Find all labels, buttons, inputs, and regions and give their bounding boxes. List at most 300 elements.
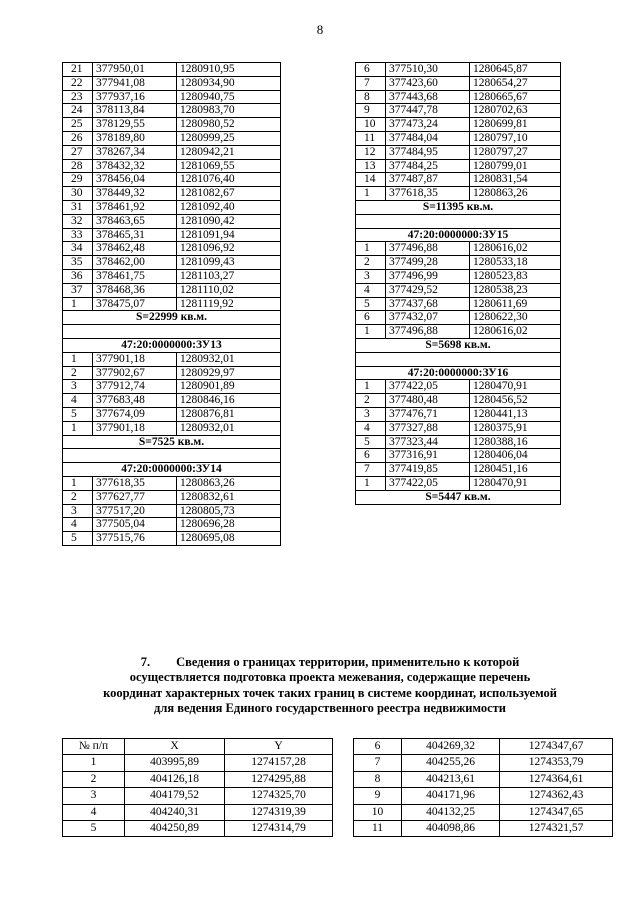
point-number: 2 xyxy=(63,771,125,787)
table-row xyxy=(63,297,281,311)
boundary-table-left xyxy=(62,738,333,837)
table-row xyxy=(63,242,281,256)
table-row xyxy=(63,200,281,214)
table-row xyxy=(354,804,613,820)
y-coordinate: 1280665,67 xyxy=(470,90,561,104)
point-number: 22 xyxy=(63,76,93,90)
boundary-table-right xyxy=(353,738,613,837)
x-coordinate: 377627,77 xyxy=(93,490,177,504)
table-row xyxy=(63,394,281,408)
y-coordinate: 1280451,16 xyxy=(470,463,561,477)
area-value: S=7525 кв.м. xyxy=(63,435,281,449)
x-coordinate: 377422,05 xyxy=(386,476,470,490)
table-row xyxy=(63,380,281,394)
x-coordinate: 377480,48 xyxy=(386,394,470,408)
table-row xyxy=(63,173,281,187)
table-row xyxy=(63,771,333,787)
point-number: 1 xyxy=(356,325,386,339)
x-coordinate: 377950,01 xyxy=(93,63,177,77)
x-coordinate: 404179,52 xyxy=(125,788,225,804)
y-coordinate: 1280470,91 xyxy=(470,380,561,394)
point-number: 10 xyxy=(354,804,402,820)
x-coordinate: 377683,48 xyxy=(93,394,177,408)
x-coordinate: 404098,86 xyxy=(402,821,500,837)
y-coordinate: 1281096,92 xyxy=(177,242,281,256)
y-coordinate: 1280910,95 xyxy=(177,63,281,77)
point-number: 33 xyxy=(63,228,93,242)
y-coordinate: 1280388,16 xyxy=(470,435,561,449)
table-row xyxy=(63,532,281,546)
blank-cell xyxy=(63,325,281,339)
header-y: Y xyxy=(225,739,333,755)
area-row xyxy=(356,338,561,352)
table-row xyxy=(356,118,561,132)
point-number: 1 xyxy=(63,755,125,771)
x-coordinate: 377429,52 xyxy=(386,283,470,297)
table-row xyxy=(63,90,281,104)
point-number: 9 xyxy=(356,104,386,118)
x-coordinate: 404126,18 xyxy=(125,771,225,787)
table-row xyxy=(356,256,561,270)
y-coordinate: 1281103,27 xyxy=(177,269,281,283)
parcel-cadastral-number: 47:20:0000000:ЗУ16 xyxy=(356,366,561,380)
point-number: 26 xyxy=(63,131,93,145)
table-row xyxy=(63,159,281,173)
coordinates-table-right xyxy=(355,62,561,505)
y-coordinate: 1274347,67 xyxy=(500,739,613,755)
y-coordinate: 1280533,18 xyxy=(470,256,561,270)
point-number: 6 xyxy=(356,63,386,77)
table-row xyxy=(356,63,561,77)
y-coordinate: 1280983,70 xyxy=(177,104,281,118)
table-row xyxy=(63,788,333,804)
y-coordinate: 1274362,43 xyxy=(500,788,613,804)
blank-row xyxy=(356,214,561,228)
table-row xyxy=(354,788,613,804)
x-coordinate: 377674,09 xyxy=(93,407,177,421)
point-number: 24 xyxy=(63,104,93,118)
table-row xyxy=(63,352,281,366)
point-number: 5 xyxy=(63,821,125,837)
point-number: 2 xyxy=(63,490,93,504)
y-coordinate: 1280611,69 xyxy=(470,297,561,311)
x-coordinate: 378461,75 xyxy=(93,269,177,283)
x-coordinate: 377510,30 xyxy=(386,63,470,77)
parcel-header-row xyxy=(63,338,281,352)
x-coordinate: 377432,07 xyxy=(386,311,470,325)
table-row xyxy=(356,90,561,104)
y-coordinate: 1281110,02 xyxy=(177,283,281,297)
table-row xyxy=(356,407,561,421)
table-row xyxy=(63,476,281,490)
y-coordinate: 1280863,26 xyxy=(177,476,281,490)
point-number: 1 xyxy=(63,421,93,435)
table-row xyxy=(356,131,561,145)
x-coordinate: 404213,61 xyxy=(402,771,500,787)
table-row xyxy=(63,228,281,242)
point-number: 5 xyxy=(63,407,93,421)
area-row xyxy=(63,311,281,325)
y-coordinate: 1280406,04 xyxy=(470,449,561,463)
x-coordinate: 377323,44 xyxy=(386,435,470,449)
y-coordinate: 1280797,10 xyxy=(470,131,561,145)
point-number: 3 xyxy=(63,380,93,394)
x-coordinate: 377447,78 xyxy=(386,104,470,118)
table-row xyxy=(356,297,561,311)
table-row xyxy=(63,256,281,270)
point-number: 4 xyxy=(356,421,386,435)
parcel-cadastral-number: 47:20:0000000:ЗУ13 xyxy=(63,338,281,352)
x-coordinate: 378267,34 xyxy=(93,145,177,159)
point-number: 27 xyxy=(63,145,93,159)
y-coordinate: 1280645,87 xyxy=(470,63,561,77)
y-coordinate: 1280797,27 xyxy=(470,145,561,159)
table-row xyxy=(63,118,281,132)
table-row xyxy=(356,311,561,325)
y-coordinate: 1280702,63 xyxy=(470,104,561,118)
y-coordinate: 1274295,88 xyxy=(225,771,333,787)
y-coordinate: 1280940,75 xyxy=(177,90,281,104)
point-number: 8 xyxy=(356,90,386,104)
x-coordinate: 404250,89 xyxy=(125,821,225,837)
table-row xyxy=(356,435,561,449)
table-row xyxy=(63,821,333,837)
x-coordinate: 377496,99 xyxy=(386,269,470,283)
y-coordinate: 1280699,81 xyxy=(470,118,561,132)
coordinates-table-left xyxy=(62,62,281,546)
section-number: 7. xyxy=(140,655,151,669)
table-row xyxy=(356,449,561,463)
y-coordinate: 1274325,70 xyxy=(225,788,333,804)
y-coordinate: 1274314,79 xyxy=(225,821,333,837)
point-number: 36 xyxy=(63,269,93,283)
point-number: 10 xyxy=(356,118,386,132)
table-row xyxy=(63,421,281,435)
x-coordinate: 377496,88 xyxy=(386,325,470,339)
table-row xyxy=(356,325,561,339)
point-number: 14 xyxy=(356,173,386,187)
x-coordinate: 378456,04 xyxy=(93,173,177,187)
table-row xyxy=(356,76,561,90)
y-coordinate: 1280980,52 xyxy=(177,118,281,132)
point-number: 8 xyxy=(354,771,402,787)
point-number: 12 xyxy=(356,145,386,159)
point-number: 5 xyxy=(356,297,386,311)
parcel-cadastral-number: 47:20:0000000:ЗУ15 xyxy=(356,228,561,242)
x-coordinate: 377618,35 xyxy=(386,187,470,201)
x-coordinate: 378449,32 xyxy=(93,187,177,201)
point-number: 2 xyxy=(356,394,386,408)
area-value: S=22999 кв.м. xyxy=(63,311,281,325)
parcel-header-row xyxy=(356,228,561,242)
point-number: 4 xyxy=(356,283,386,297)
x-coordinate: 378468,36 xyxy=(93,283,177,297)
table-row xyxy=(63,187,281,201)
y-coordinate: 1280696,28 xyxy=(177,518,281,532)
y-coordinate: 1280654,27 xyxy=(470,76,561,90)
point-number: 4 xyxy=(63,804,125,820)
table-row xyxy=(354,821,613,837)
point-number: 2 xyxy=(63,366,93,380)
y-coordinate: 1274157,28 xyxy=(225,755,333,771)
table-row xyxy=(356,421,561,435)
table-row xyxy=(356,104,561,118)
parcel-header-row xyxy=(356,366,561,380)
y-coordinate: 1280805,73 xyxy=(177,504,281,518)
table-row xyxy=(356,145,561,159)
point-number: 28 xyxy=(63,159,93,173)
x-coordinate: 404132,25 xyxy=(402,804,500,820)
point-number: 7 xyxy=(356,76,386,90)
blank-cell xyxy=(63,449,281,463)
x-coordinate: 377901,18 xyxy=(93,352,177,366)
table-row xyxy=(354,755,613,771)
y-coordinate: 1280622,30 xyxy=(470,311,561,325)
y-coordinate: 1274321,57 xyxy=(500,821,613,837)
point-number: 4 xyxy=(63,394,93,408)
point-number: 6 xyxy=(356,311,386,325)
x-coordinate: 377515,76 xyxy=(93,532,177,546)
x-coordinate: 377902,67 xyxy=(93,366,177,380)
x-coordinate: 377419,85 xyxy=(386,463,470,477)
point-number: 31 xyxy=(63,200,93,214)
point-number: 3 xyxy=(63,504,93,518)
y-coordinate: 1280538,23 xyxy=(470,283,561,297)
y-coordinate: 1280523,83 xyxy=(470,269,561,283)
y-coordinate: 1274364,61 xyxy=(500,771,613,787)
x-coordinate: 377473,24 xyxy=(386,118,470,132)
point-number: 34 xyxy=(63,242,93,256)
section-heading xyxy=(60,655,600,716)
x-coordinate: 377484,25 xyxy=(386,159,470,173)
y-coordinate: 1274347,65 xyxy=(500,804,613,820)
section-heading-line xyxy=(60,655,600,670)
point-number: 4 xyxy=(63,518,93,532)
y-coordinate: 1280375,91 xyxy=(470,421,561,435)
x-coordinate: 404269,32 xyxy=(402,739,500,755)
table-row xyxy=(356,173,561,187)
blank-row xyxy=(356,352,561,366)
y-coordinate: 1281119,92 xyxy=(177,297,281,311)
table-row xyxy=(63,504,281,518)
point-number: 2 xyxy=(356,256,386,270)
x-coordinate: 404240,31 xyxy=(125,804,225,820)
x-coordinate: 377505,04 xyxy=(93,518,177,532)
y-coordinate: 1280616,02 xyxy=(470,242,561,256)
point-number: 9 xyxy=(354,788,402,804)
header-x: X xyxy=(125,739,225,755)
y-coordinate: 1280932,01 xyxy=(177,352,281,366)
section-title-line-1: Сведения о границах территории, применительно к которой xyxy=(176,655,520,669)
x-coordinate: 378189,80 xyxy=(93,131,177,145)
page-number: 8 xyxy=(316,22,324,37)
x-coordinate: 377484,95 xyxy=(386,145,470,159)
y-coordinate: 1280942,21 xyxy=(177,145,281,159)
table-row xyxy=(63,490,281,504)
y-coordinate: 1280934,90 xyxy=(177,76,281,90)
table-row xyxy=(63,214,281,228)
x-coordinate: 377912,74 xyxy=(93,380,177,394)
area-value: S=5447 кв.м. xyxy=(356,490,561,504)
y-coordinate: 1280456,52 xyxy=(470,394,561,408)
x-coordinate: 377327,88 xyxy=(386,421,470,435)
header-number: № п/п xyxy=(63,739,125,755)
x-coordinate: 377499,28 xyxy=(386,256,470,270)
table-row xyxy=(356,187,561,201)
area-row xyxy=(63,435,281,449)
area-value: S=11395 кв.м. xyxy=(356,200,561,214)
x-coordinate: 378475,07 xyxy=(93,297,177,311)
point-number: 1 xyxy=(356,242,386,256)
y-coordinate: 1280901,89 xyxy=(177,380,281,394)
table-row xyxy=(63,104,281,118)
x-coordinate: 378461,92 xyxy=(93,200,177,214)
point-number: 37 xyxy=(63,283,93,297)
x-coordinate: 378463,65 xyxy=(93,214,177,228)
point-number: 1 xyxy=(356,380,386,394)
y-coordinate: 1274319,39 xyxy=(225,804,333,820)
y-coordinate: 1281091,94 xyxy=(177,228,281,242)
y-coordinate: 1280832,61 xyxy=(177,490,281,504)
y-coordinate: 1280799,01 xyxy=(470,159,561,173)
point-number: 7 xyxy=(356,463,386,477)
y-coordinate: 1280470,91 xyxy=(470,476,561,490)
point-number: 1 xyxy=(356,187,386,201)
table-row xyxy=(63,755,333,771)
table-row xyxy=(356,394,561,408)
table-row xyxy=(356,159,561,173)
x-coordinate: 378129,55 xyxy=(93,118,177,132)
table-row xyxy=(356,380,561,394)
blank-row xyxy=(63,449,281,463)
x-coordinate: 403995,89 xyxy=(125,755,225,771)
point-number: 6 xyxy=(356,449,386,463)
blank-cell xyxy=(356,214,561,228)
point-number: 30 xyxy=(63,187,93,201)
x-coordinate: 377316,91 xyxy=(386,449,470,463)
parcel-cadastral-number: 47:20:0000000:ЗУ14 xyxy=(63,463,281,477)
table-row xyxy=(63,76,281,90)
table-row xyxy=(63,366,281,380)
x-coordinate: 377423,60 xyxy=(386,76,470,90)
point-number: 3 xyxy=(356,269,386,283)
point-number: 1 xyxy=(63,352,93,366)
point-number: 7 xyxy=(354,755,402,771)
point-number: 23 xyxy=(63,90,93,104)
y-coordinate: 1280876,81 xyxy=(177,407,281,421)
x-coordinate: 378113,84 xyxy=(93,104,177,118)
x-coordinate: 377487,87 xyxy=(386,173,470,187)
table-row xyxy=(63,131,281,145)
section-title-line-3: координат характерных точек таких границ в системе координат, используемой xyxy=(103,685,557,700)
x-coordinate: 377901,18 xyxy=(93,421,177,435)
table-row xyxy=(63,407,281,421)
x-coordinate: 404255,26 xyxy=(402,755,500,771)
point-number: 32 xyxy=(63,214,93,228)
point-number: 25 xyxy=(63,118,93,132)
x-coordinate: 378462,00 xyxy=(93,256,177,270)
point-number: 3 xyxy=(356,407,386,421)
x-coordinate: 404171,96 xyxy=(402,788,500,804)
x-coordinate: 377484,04 xyxy=(386,131,470,145)
point-number: 21 xyxy=(63,63,93,77)
x-coordinate: 377443,68 xyxy=(386,90,470,104)
point-number: 6 xyxy=(354,739,402,755)
y-coordinate: 1280846,16 xyxy=(177,394,281,408)
point-number: 29 xyxy=(63,173,93,187)
x-coordinate: 377937,16 xyxy=(93,90,177,104)
y-coordinate: 1281076,40 xyxy=(177,173,281,187)
x-coordinate: 377517,20 xyxy=(93,504,177,518)
point-number: 3 xyxy=(63,788,125,804)
section-title-line-2: осуществляется подготовка проекта межевания, содержащие перечень xyxy=(129,670,531,685)
area-row xyxy=(356,200,561,214)
table-row xyxy=(63,283,281,297)
x-coordinate: 377941,08 xyxy=(93,76,177,90)
area-value: S=5698 кв.м. xyxy=(356,338,561,352)
point-number: 35 xyxy=(63,256,93,270)
x-coordinate: 378465,31 xyxy=(93,228,177,242)
y-coordinate: 1280616,02 xyxy=(470,325,561,339)
y-coordinate: 1280999,25 xyxy=(177,131,281,145)
y-coordinate: 1281099,43 xyxy=(177,256,281,270)
area-row xyxy=(356,490,561,504)
table-row xyxy=(354,739,613,755)
table-row xyxy=(356,283,561,297)
x-coordinate: 378462,48 xyxy=(93,242,177,256)
table-row xyxy=(354,771,613,787)
x-coordinate: 378432,32 xyxy=(93,159,177,173)
point-number: 13 xyxy=(356,159,386,173)
table-row xyxy=(356,476,561,490)
parcel-header-row xyxy=(63,463,281,477)
blank-cell xyxy=(356,352,561,366)
boundary-header-row xyxy=(63,739,333,755)
x-coordinate: 377437,68 xyxy=(386,297,470,311)
table-row xyxy=(63,518,281,532)
section-title-line-4: для ведения Единого государственного реестра недвижимости xyxy=(154,700,506,715)
x-coordinate: 377618,35 xyxy=(93,476,177,490)
point-number: 11 xyxy=(356,131,386,145)
y-coordinate: 1281082,67 xyxy=(177,187,281,201)
point-number: 5 xyxy=(63,532,93,546)
x-coordinate: 377476,71 xyxy=(386,407,470,421)
table-row xyxy=(63,269,281,283)
x-coordinate: 377496,88 xyxy=(386,242,470,256)
table-row xyxy=(356,463,561,477)
table-row xyxy=(63,145,281,159)
x-coordinate: 377422,05 xyxy=(386,380,470,394)
y-coordinate: 1280831,54 xyxy=(470,173,561,187)
blank-row xyxy=(63,325,281,339)
point-number: 1 xyxy=(63,297,93,311)
point-number: 5 xyxy=(356,435,386,449)
y-coordinate: 1281069,55 xyxy=(177,159,281,173)
y-coordinate: 1280695,08 xyxy=(177,532,281,546)
point-number: 1 xyxy=(63,476,93,490)
table-row xyxy=(63,63,281,77)
y-coordinate: 1280932,01 xyxy=(177,421,281,435)
y-coordinate: 1281092,40 xyxy=(177,200,281,214)
y-coordinate: 1281090,42 xyxy=(177,214,281,228)
table-row xyxy=(356,269,561,283)
y-coordinate: 1280863,26 xyxy=(470,187,561,201)
table-row xyxy=(63,804,333,820)
table-row xyxy=(356,242,561,256)
point-number: 11 xyxy=(354,821,402,837)
y-coordinate: 1274353,79 xyxy=(500,755,613,771)
point-number: 1 xyxy=(356,476,386,490)
